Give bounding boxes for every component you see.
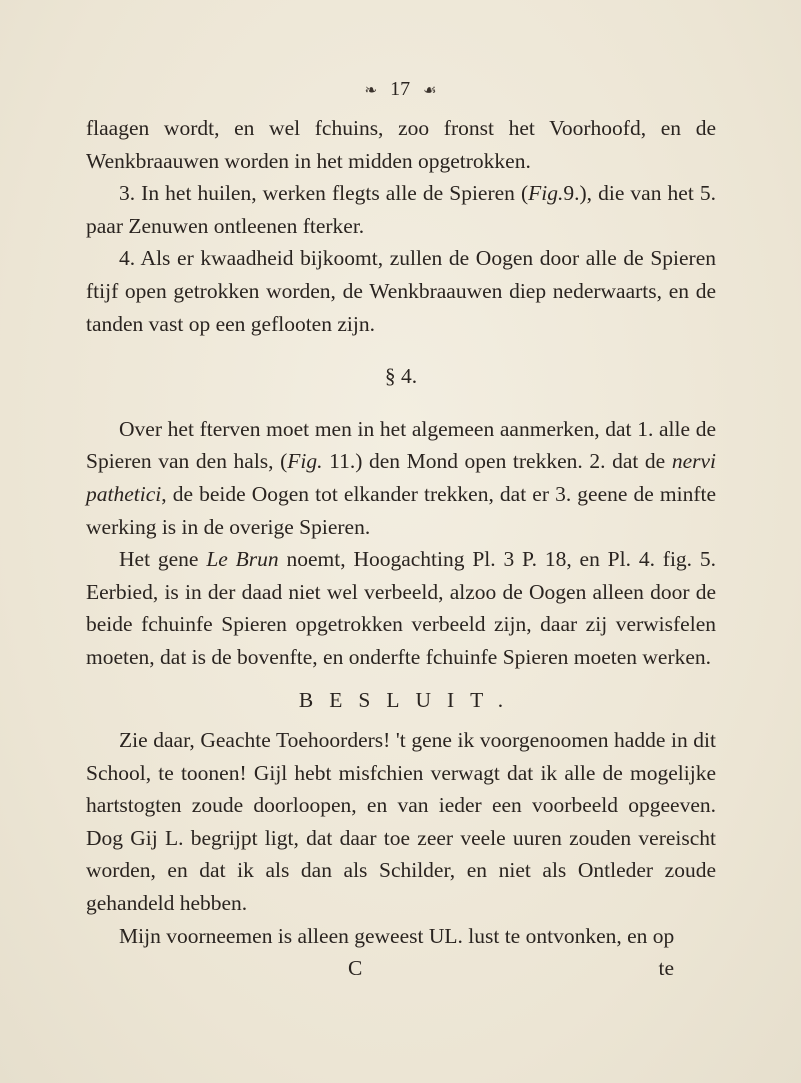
paragraph-6: Zie daar, Geachte Toehoorders! 't gene ik voorgenoomen hadde in dit School, te toonen! Gijl hebt misfchien verwagt dat ik alle de mogelijke hartstogten zoude doorloopen, en van ieder een voorbeeld opgeeven. Dog Gij L. begrijpt ligt, dat daar toe zeer veele uuren zouden vereischt worden, en dat ik als dan als Schilder, en niet als Ontleder zoude gehandeld hebben.	[86, 728, 716, 916]
paragraph-4-text-a: Over het fterven moet men in het algemeen aanmerken, dat 1. alle de Spieren van den hals, (	[86, 416, 716, 474]
paragraph-2	[86, 177, 716, 242]
signature-mark: C	[348, 956, 363, 981]
paragraph-2-italic: Fig.	[528, 181, 564, 206]
paragraph-5-text-b: noemt, Hoogachting Pl. 3 P. 18, en Pl. 4. fig. 5. Eerbied, is in der daad niet wel verbeeld, alzoo de Oogen alleen door de beide fchuinfe Spieren opgetrokken verbeeld zijn, daar zij verwisfelen moeten, dat is de bovenfte, en onderfte fchuinfe Spieren moeten werken.	[86, 547, 716, 669]
paragraph-4-italic-b: nervi pathetici	[86, 449, 716, 506]
paragraph-2-text-a: 3. In het huilen, werken flegts alle de Spieren (	[119, 181, 529, 206]
paragraph-4-text-c: , de beide Oogen tot elkander trekken, dat er 3. geene de minfte werking is in de overige Spieren.	[86, 481, 716, 539]
ornament-left-icon: ❧	[364, 83, 378, 99]
paragraph-5-text-a: Het gene	[119, 547, 207, 572]
paragraph-1: flaagen wordt, en wel fchuins, zoo fronst het Voorhoofd, en de Wenkbraauwen worden in het midden opgetrokken.	[86, 116, 716, 173]
paragraph-2-text-b: 9.), die van het 5. paar Zenuwen ontleenen fterker.	[86, 181, 716, 238]
running-header	[0, 78, 801, 101]
paragraph-7: Mijn voorneemen is alleen geweest UL. lust te ontvonken, en op	[119, 923, 675, 948]
paragraph-3: 4. Als er kwaadheid bijkoomt, zullen de Oogen door alle de Spieren ftijf open getrokken worden, de Wenkbraauwen diep nederwaarts, en de tanden vast op een geflooten zijn.	[86, 246, 716, 336]
page-number: 17	[390, 78, 411, 100]
paragraph-5	[86, 543, 716, 673]
text-body	[86, 112, 716, 985]
section-heading: BESLUIT.	[298, 687, 520, 712]
ornament-right-icon: ☙	[423, 83, 437, 99]
paragraph-4-text-b: 11.) den Mond open trekken. 2. dat de	[322, 449, 672, 474]
page-footer	[86, 952, 716, 985]
section-mark: § 4.	[384, 364, 418, 389]
catchword: te	[658, 956, 674, 981]
paragraph-5-italic: Le Brun	[206, 547, 279, 572]
paragraph-4	[86, 413, 716, 543]
paragraph-4-italic-a: Fig.	[287, 449, 323, 474]
